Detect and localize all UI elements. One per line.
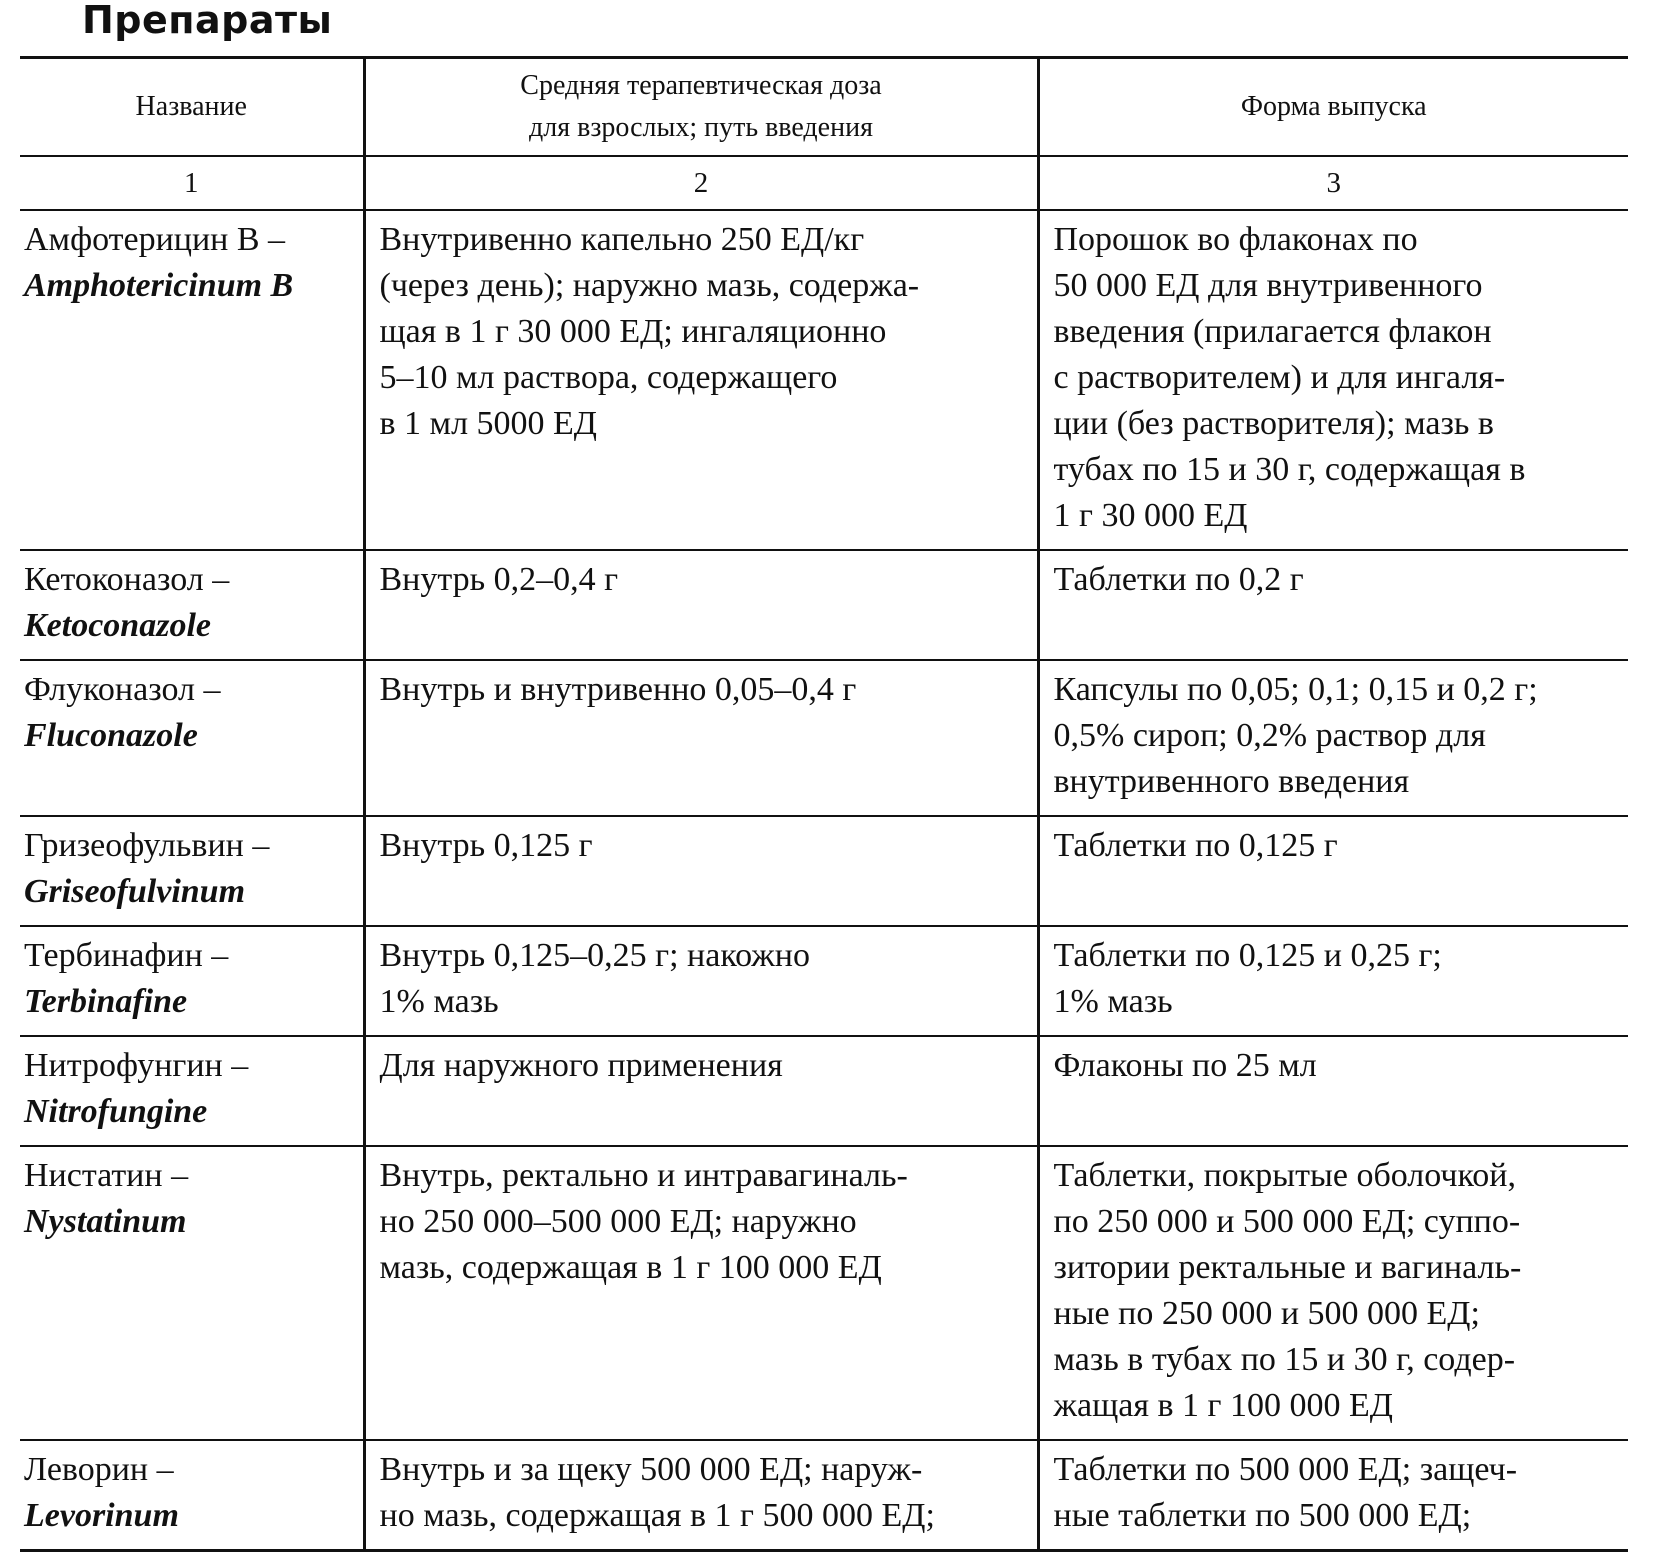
drug-name-cell xyxy=(20,660,364,816)
form-cell: Таблетки, покрытые оболочкой, по 250 000 и 500 000 ЕД; суппо- зитории ректальные и вагиналь- ные по 250 000 и 500 000 ЕД; мазь в тубах по 15 и 30 г, содер- жащая в 1 г 100 000 ЕД xyxy=(1038,1146,1628,1440)
table-row xyxy=(20,926,1628,1036)
column-number-1: 1 xyxy=(20,156,364,210)
header-form: Форма выпуска xyxy=(1038,58,1628,157)
drug-name-latin: Griseofulvinum xyxy=(24,873,246,910)
drug-name-ru: Кетоконазол – xyxy=(24,561,230,598)
column-number-3: 3 xyxy=(1038,156,1628,210)
drug-name-latin: Ketoconazole xyxy=(24,607,211,644)
drugs-table xyxy=(20,56,1628,1552)
table-header-row xyxy=(20,58,1628,157)
form-cell: Таблетки по 500 000 ЕД; защеч- ные таблетки по 500 000 ЕД; xyxy=(1038,1440,1628,1551)
table-row xyxy=(20,660,1628,816)
drug-name-ru: Гризеофульвин – xyxy=(24,827,270,864)
header-dose: Средняя терапевтическая доза для взрослых; путь введения xyxy=(364,58,1038,157)
drug-name-latin: Fluconazole xyxy=(24,717,198,754)
dose-cell: Внутрь, ректально и интравагиналь- но 250 000–500 000 ЕД; наружно мазь, содержащая в 1 г 100 000 ЕД xyxy=(364,1146,1038,1440)
dose-cell: Внутрь 0,2–0,4 г xyxy=(364,550,1038,660)
dose-cell: Внутривенно капельно 250 ЕД/кг (через день); наружно мазь, содержа- щая в 1 г 30 000 ЕД; ингаляционно 5–10 мл раствора, содержащего в 1 мл 5000 ЕД xyxy=(364,210,1038,550)
drug-name-cell xyxy=(20,1440,364,1551)
dose-cell: Внутрь 0,125–0,25 г; накожно 1% мазь xyxy=(364,926,1038,1036)
drug-name-cell xyxy=(20,1036,364,1146)
drug-name-ru: Нистатин – xyxy=(24,1157,189,1194)
header-name: Название xyxy=(20,58,364,157)
table-row xyxy=(20,1146,1628,1440)
form-cell: Капсулы по 0,05; 0,1; 0,15 и 0,2 г; 0,5% сироп; 0,2% раствор для внутривенного введения xyxy=(1038,660,1628,816)
table-row xyxy=(20,1036,1628,1146)
drug-name-latin: Terbinafine xyxy=(24,983,188,1020)
drug-name-latin: Nystatinum xyxy=(24,1203,187,1240)
page-title: Препараты xyxy=(82,0,333,42)
table-row xyxy=(20,1440,1628,1551)
drug-name-ru: Нитрофунгин – xyxy=(24,1047,249,1084)
drug-name-ru: Леворин – xyxy=(24,1451,174,1488)
drug-name-ru: Амфотерицин В – xyxy=(24,221,286,258)
drug-name-cell xyxy=(20,550,364,660)
drug-name-latin: Nitrofungine xyxy=(24,1093,208,1130)
column-number-row xyxy=(20,156,1628,210)
dose-cell: Внутрь и за щеку 500 000 ЕД; наруж- но мазь, содержащая в 1 г 500 000 ЕД; xyxy=(364,1440,1038,1551)
form-cell: Флаконы по 25 мл xyxy=(1038,1036,1628,1146)
form-cell: Таблетки по 0,2 г xyxy=(1038,550,1628,660)
drug-name-cell xyxy=(20,1146,364,1440)
dose-cell: Для наружного применения xyxy=(364,1036,1038,1146)
table-row xyxy=(20,816,1628,926)
dose-cell: Внутрь и внутривенно 0,05–0,4 г xyxy=(364,660,1038,816)
table-row xyxy=(20,210,1628,550)
table-row xyxy=(20,550,1628,660)
drug-name-cell xyxy=(20,926,364,1036)
form-cell: Таблетки по 0,125 и 0,25 г; 1% мазь xyxy=(1038,926,1628,1036)
form-cell: Таблетки по 0,125 г xyxy=(1038,816,1628,926)
drug-name-ru: Флуконазол – xyxy=(24,671,221,708)
drug-name-latin: Amphotericinum B xyxy=(24,267,294,304)
drug-name-latin: Levorinum xyxy=(24,1497,179,1534)
drug-name-cell xyxy=(20,210,364,550)
drug-name-cell xyxy=(20,816,364,926)
column-number-2: 2 xyxy=(364,156,1038,210)
dose-cell: Внутрь 0,125 г xyxy=(364,816,1038,926)
drug-name-ru: Тербинафин – xyxy=(24,937,229,974)
form-cell: Порошок во флаконах по 50 000 ЕД для внутривенного введения (прилагается флакон с растворителем) и для ингаля- ции (без растворителя); мазь в тубах по 15 и 30 г, содержащая в 1 г 30 000 ЕД xyxy=(1038,210,1628,550)
